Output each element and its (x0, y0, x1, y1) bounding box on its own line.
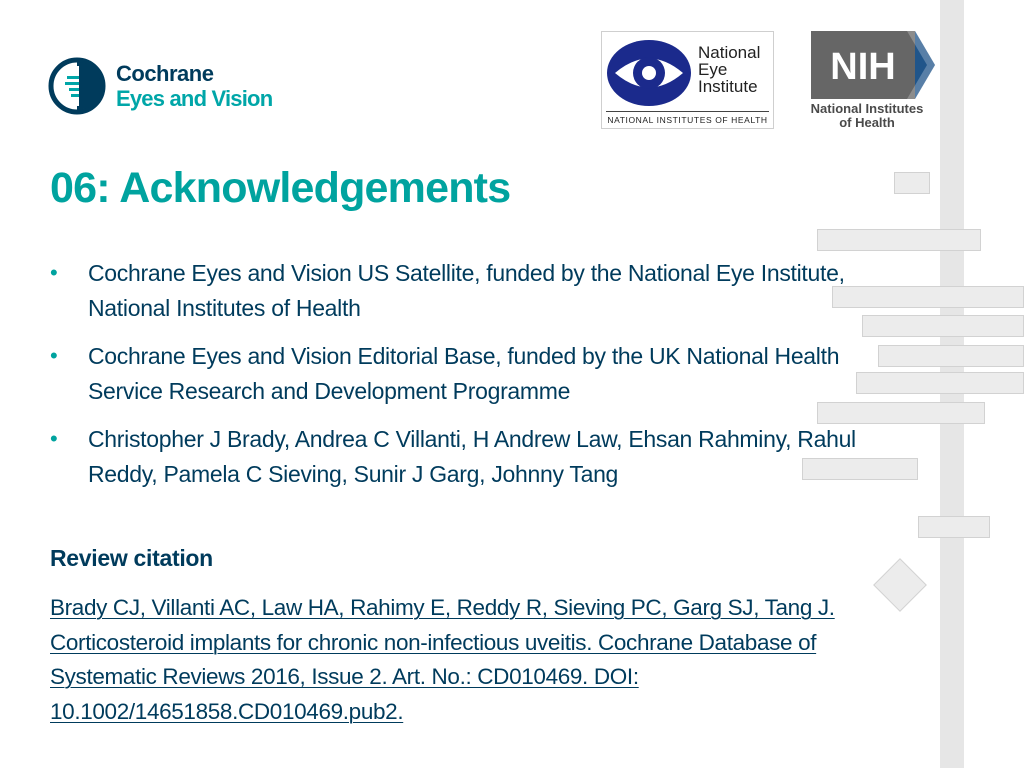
acknowledgement-list (50, 256, 880, 505)
decor-bar (832, 286, 1024, 308)
list-item-text: Cochrane Eyes and Vision US Satellite, funded by the National Eye Institute, National Institutes of Health (88, 260, 845, 321)
decor-bar (856, 372, 1024, 394)
nih-badge-text: NIH (830, 46, 896, 88)
decor-bar (878, 345, 1024, 367)
nih-logo (797, 31, 937, 135)
bullet-icon: • (50, 426, 58, 451)
cochrane-emblem-icon (48, 57, 106, 115)
nei-line-3: Institute (698, 77, 758, 96)
list-item (50, 339, 880, 408)
decor-bar (817, 402, 985, 424)
nei-divider (606, 111, 769, 112)
decor-diamond (873, 558, 927, 612)
nih-caption-line-2: of Health (839, 115, 895, 130)
nei-line-1: National (698, 43, 761, 62)
nei-line-2: Eye (698, 60, 728, 79)
decor-bar (817, 229, 981, 251)
page-title: 06: Acknowledgements (50, 164, 511, 212)
decor-bar (862, 315, 1024, 337)
nei-logo (601, 31, 774, 129)
nih-caption-line-1: National Institutes (810, 101, 924, 116)
list-item-text: Cochrane Eyes and Vision Editorial Base, funded by the UK National Health Service Research and Development Programme (88, 343, 840, 404)
cochrane-name: Cochrane (116, 61, 214, 86)
nei-bottom-text: NATIONAL INSTITUTES OF HEALTH (607, 115, 768, 125)
decor-bar (894, 172, 930, 194)
cochrane-logo (48, 57, 272, 115)
list-item (50, 422, 880, 491)
citation-link[interactable]: Brady CJ, Villanti AC, Law HA, Rahimy E, Reddy R, Sieving PC, Garg SJ, Tang J. Corticosteroid implants for chronic non-infectious uveitis. Cochrane Database of Systematic Reviews 2016, Issue 2. Art. No.: CD010469. DOI: 10.1002/14651858.CD010469.pub2. (50, 595, 835, 724)
decor-bar (802, 458, 918, 480)
cochrane-subtitle: Eyes and Vision (116, 86, 273, 111)
list-item-text: Christopher J Brady, Andrea C Villanti, H Andrew Law, Ehsan Rahminy, Rahul Reddy, Pamela C Sieving, Sunir J Garg, Johnny Tang (88, 426, 856, 487)
citation-heading: Review citation (50, 545, 213, 571)
bullet-icon: • (50, 260, 58, 285)
bullet-icon: • (50, 343, 58, 368)
decor-bar (918, 516, 990, 538)
nih-badge-icon (811, 31, 935, 99)
eye-icon (605, 38, 693, 108)
list-item (50, 256, 880, 325)
